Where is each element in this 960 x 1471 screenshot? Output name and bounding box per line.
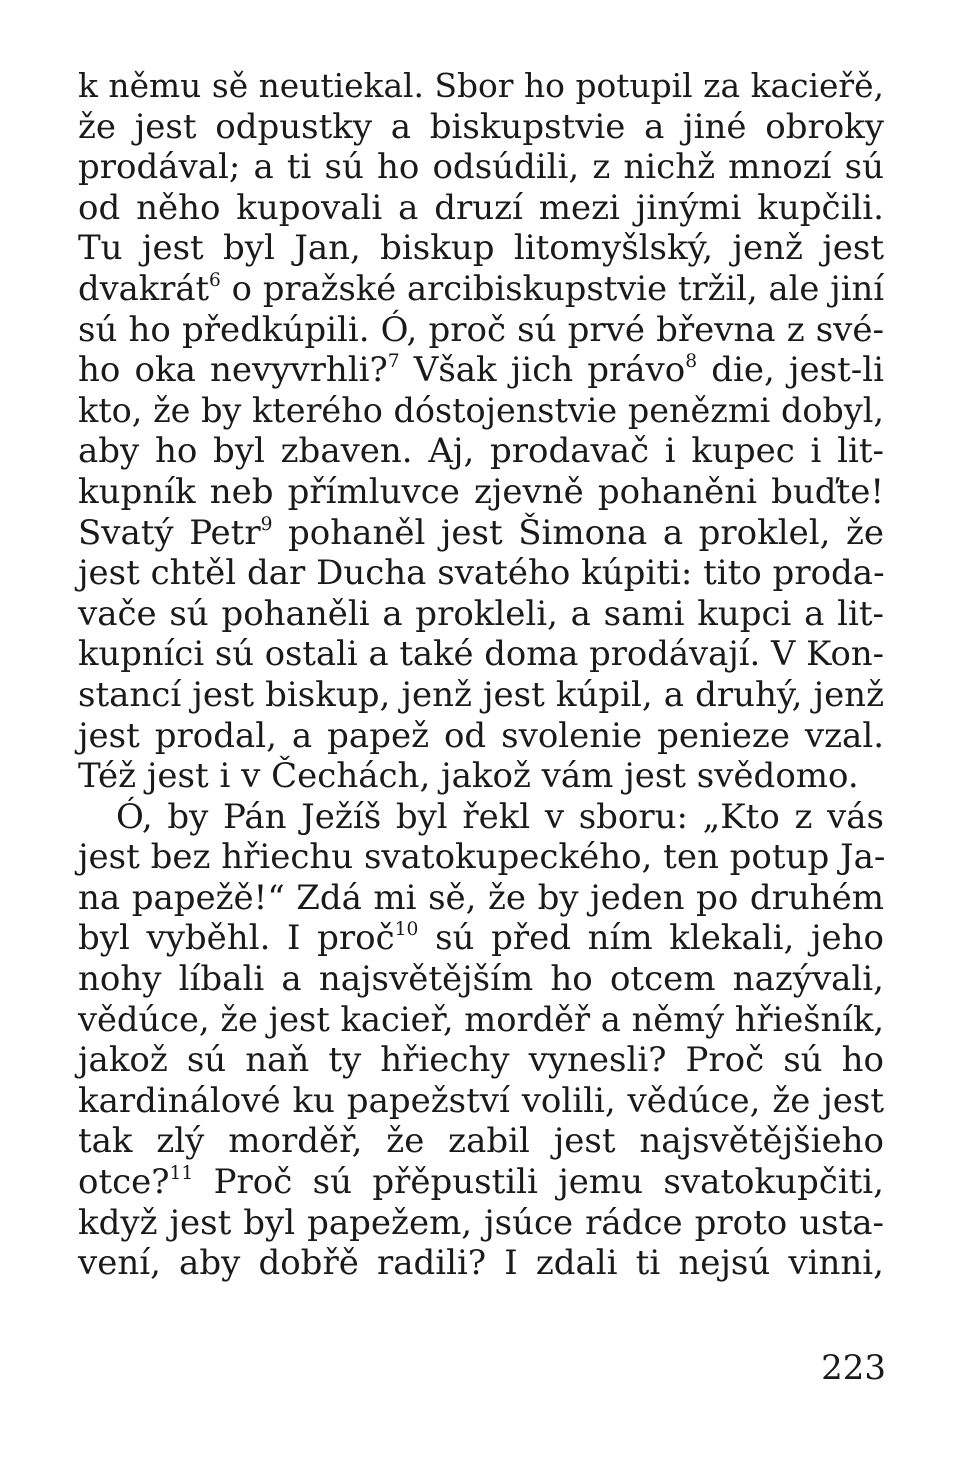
text-segment: tak zlý morděř, že zabil jest najsvětějšieho <box>78 1121 884 1162</box>
text-segment: Tu jest byl Jan, biskup litomyšlský, jenž jest <box>78 228 884 269</box>
text-line <box>78 513 884 554</box>
text-line <box>78 472 884 513</box>
text-line <box>78 553 884 594</box>
text-line <box>78 431 884 472</box>
text-line <box>78 756 884 797</box>
text-segment: otce? <box>78 1162 170 1203</box>
text-segment: pohaněl jest Šimona a proklel, že <box>272 512 885 553</box>
text-segment: kto, že by kterého dóstojenstvie penězmi dobyl, <box>78 390 884 430</box>
page-number: 223 <box>821 1348 886 1388</box>
text-segment: od něho kupovali a druzí mezi jinými kupčili. <box>78 187 884 228</box>
text-segment: prodával; a ti sú ho odsúdili, z nichž mnozí sú <box>78 147 884 188</box>
text-segment: kardinálové ku papežství volili, vědúce, že jest <box>78 1080 884 1121</box>
text-segment: když jest byl papežem, jsúce rádce proto usta- <box>78 1202 884 1243</box>
text-line <box>78 594 884 635</box>
text-line <box>78 1000 884 1041</box>
footnote-marker: 11 <box>169 1163 194 1185</box>
text-line <box>78 716 884 757</box>
text-line <box>78 918 884 959</box>
text-segment: jest bez hřiechu svatokupeckého, ten potup Ja- <box>78 837 886 878</box>
text-line <box>78 66 884 107</box>
text-line <box>78 837 884 878</box>
text-line <box>78 107 884 148</box>
text-line <box>78 188 884 229</box>
text-segment: jest chtěl dar Ducha svatého kúpiti: tito proda- <box>78 553 885 594</box>
text-line <box>78 269 884 310</box>
text-line <box>78 1243 884 1284</box>
footnote-marker: 6 <box>209 270 221 292</box>
text-line <box>78 1040 884 1081</box>
text-segment: že jest odpustky a biskupstvie a jiné obroky <box>78 106 884 147</box>
text-segment: stancí jest biskup, jenž jest kúpil, a druhý, jenž <box>78 674 884 715</box>
text-line <box>78 147 884 188</box>
text-segment: kupník neb přímluvce zjevně pohaněni buďte! <box>78 471 884 512</box>
text-segment: kupníci sú ostali a také doma prodávají. V Kon- <box>78 634 884 674</box>
text-segment: die, jest-li <box>697 350 884 391</box>
text-segment: vače sú pohaněli a prokleli, a sami kupci a lit- <box>78 593 884 634</box>
text-segment: dvakrát <box>78 268 210 308</box>
text-segment: jakož sú naň ty hřiechy vynesli? Proč sú ho <box>78 1040 884 1081</box>
text-segment: sú před ním klekali, jeho <box>418 918 884 959</box>
text-segment: Však jich právo <box>399 350 686 391</box>
text-segment: ho oka nevyvrhli? <box>78 350 388 391</box>
text-line <box>78 959 884 1000</box>
text-segment: na papežě!“ Zdá mi sě, že by jeden po druhém <box>78 877 884 918</box>
text-line <box>78 391 884 432</box>
footnote-marker: 9 <box>260 513 273 535</box>
text-segment: k němu sě neutiekal. Sbor ho potupil za kacieřě, <box>78 67 884 105</box>
text-line <box>78 797 884 838</box>
text-segment: Též jest i v Čechách, jakož vám jest svědomo. <box>78 756 859 797</box>
footnote-marker: 7 <box>387 351 400 373</box>
text-line <box>78 878 884 919</box>
text-line <box>78 675 884 716</box>
text-line <box>78 1081 884 1122</box>
body-text <box>78 66 884 1284</box>
text-segment: Proč sú přěpustili jemu svatokupčiti, <box>193 1162 884 1203</box>
text-line <box>78 1121 884 1162</box>
text-segment: vědúce, že jest kacieř, morděř a němý hřiešník, <box>78 999 885 1039</box>
text-line <box>78 310 884 351</box>
text-segment: vení, aby dobřě radili? I zdali ti nejsú vinni, <box>78 1243 884 1284</box>
text-segment: byl vyběhl. I proč <box>78 918 395 959</box>
text-line <box>78 350 884 391</box>
text-segment: Ó, by Pán Ježíš byl řekl v sboru: „Kto z vás <box>116 796 884 837</box>
text-segment: Svatý Petr <box>78 512 261 553</box>
text-segment: nohy líbali a najsvětějším ho otcem nazývali, <box>78 959 884 1000</box>
text-line <box>78 228 884 269</box>
text-segment: sú ho předkúpili. Ó, proč sú prvé břevna z své- <box>78 309 884 350</box>
footnote-marker: 8 <box>685 351 698 373</box>
text-line <box>78 1162 884 1203</box>
text-segment: o pražské arcibiskupstvie tržil, ale jiní <box>220 268 884 308</box>
footnote-marker: 10 <box>394 919 419 941</box>
text-line <box>78 1203 884 1244</box>
text-segment: aby ho byl zbaven. Aj, prodavač i kupec i lit- <box>78 431 884 472</box>
text-segment: jest prodal, a papež od svolenie penieze vzal. <box>78 715 884 756</box>
text-line <box>78 634 884 675</box>
